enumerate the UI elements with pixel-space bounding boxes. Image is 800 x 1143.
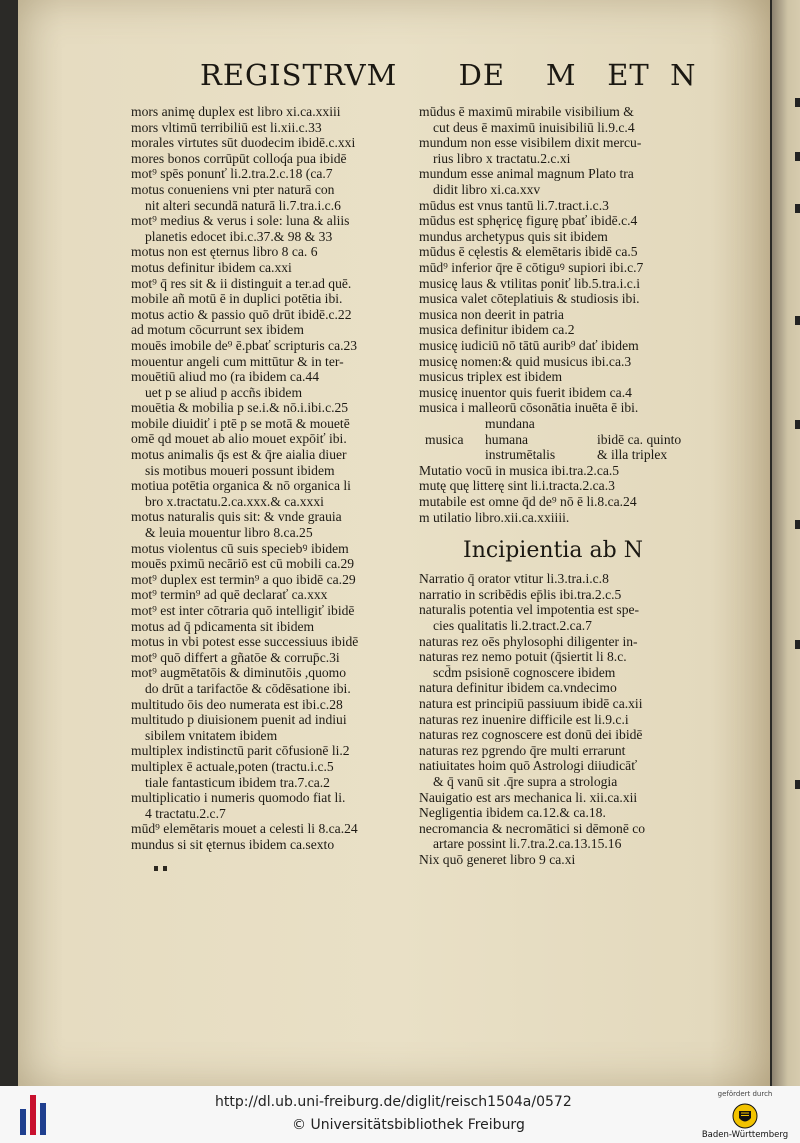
index-entry: mundum non esse visibilem dixit mercu- (419, 135, 642, 151)
index-entry: motiua potētia organica & nō organica li (131, 478, 351, 494)
index-entry: ad motum cōcurrunt sex ibidem (131, 322, 304, 338)
adjacent-page-edge (772, 0, 800, 1086)
index-entry: multiplex ē actuale,poten (tractu.i.c.5 (131, 758, 334, 774)
musica-humana: humana (485, 431, 529, 447)
index-entry: motus naturalis quis sit: & vnde grauia (131, 509, 342, 525)
index-entry: Nauigatio est ars mechanica li. xii.ca.xii (419, 789, 638, 805)
index-entry: natura definitur ibidem ca.vndecimo (419, 680, 617, 696)
musica-triplex: & illa triplex (597, 446, 668, 462)
index-entry: rius libro x tractatu.2.c.xi (433, 150, 571, 166)
index-entry: mot⁹ medius & verus i sole: luna & aliis (131, 213, 350, 229)
musica-reference: ibidē ca. quinto (597, 431, 682, 447)
index-entry: m utilatio libro.xii.ca.xxiiii. (419, 509, 570, 525)
index-entry: mūdus ē maximū mirabile visibilium & (419, 104, 634, 119)
index-entry: motus ad q̄ pdicamenta sit ibidem (131, 618, 315, 634)
index-column-right (419, 104, 719, 868)
index-entry: mundum esse animal magnum Plato tra (419, 166, 634, 182)
index-entry: musicę nomen:& quid musicus ibi.ca.3 (419, 353, 632, 369)
index-entry: Mutatio vocū in musica ibi.tra.2.ca.5 (419, 462, 620, 478)
index-entry: multiplex indistinctū parit cōfusionē li.2 (131, 743, 350, 759)
index-entry: motus animalis q̄s est & q̄re aialia diuer (131, 447, 347, 463)
running-head: REGISTRVM DE M ET N (200, 58, 697, 92)
musica-instrumentalis: instrumētalis (485, 446, 556, 462)
index-entry: sis motibus moueri possunt ibidem (145, 462, 335, 478)
index-entry: cies qualitatis li.2.tract.2.ca.7 (433, 618, 592, 634)
index-entries-m-part (419, 104, 719, 416)
index-entry: naturas rez oēs phylosophi diligenter in- (419, 633, 638, 649)
copyright-notice: © Universitätsbibliothek Freiburg (292, 1117, 525, 1133)
funder-name: Baden-Württemberg (701, 1130, 789, 1140)
musica-mundana: mundana (485, 415, 535, 431)
index-entry: motus non est ęternus libro 8 ca. 6 (131, 244, 318, 260)
index-entry: cut deus ē maximū inuisibiliū li.9.c.4 (433, 119, 635, 135)
funder-block (690, 1090, 800, 1143)
index-entry: naturas rez nemo potuit (q̄siertit li 8.c. (419, 649, 627, 665)
edge-mark (795, 640, 800, 649)
index-entry: mores bonos corrūpūt colloq́a pua ibidē (131, 150, 347, 166)
index-entry: naturas rez cognoscere est donū dei ibidē (419, 727, 643, 743)
index-entry: mutę quę litterę sint li.i.tracta.2.ca.3 (419, 478, 615, 494)
musica-label: musica (425, 431, 464, 447)
index-entry: mot⁹ est inter cōtraria quō intelligiť ibidē (131, 603, 355, 618)
index-entry: mūdus est vnus tantū li.7.tract.i.c.3 (419, 197, 609, 213)
index-entry: & leuia mouentur libro 8.ca.25 (145, 525, 313, 541)
index-entry: 4 tractatu.2.c.7 (145, 805, 226, 821)
index-entry: motus definitur ibidem ca.xxi (131, 259, 292, 275)
index-entry: mot⁹ duplex est termin⁹ a quo ibidē ca.29 (131, 571, 356, 587)
index-entry: morales virtutes sūt duodecim ibidē.c.xxi (131, 135, 356, 151)
index-entry: natiuitates hoim quō Astrologi diiudicāť (419, 758, 637, 774)
index-entry: motus in vbi potest esse successiuus ibidē (131, 634, 359, 650)
index-entry: naturas rez inuenire difficile est li.9.c.i (419, 711, 629, 727)
index-entry: mundus archetypus quis sit ibidem (419, 228, 608, 244)
index-entry: mobile añ motū ē in duplici potētia ibi. (131, 291, 343, 307)
ub-freiburg-logo-icon (20, 1095, 46, 1135)
index-column-left (131, 104, 421, 853)
index-entry: natura est principiū passiuum ibidē ca.xii (419, 696, 643, 711)
index-entry: mouētia & mobilia p se.i.& nō.i.ibi.c.25 (131, 400, 349, 416)
index-entry: & q̄ vanū sit .q̄re supra a strologia (433, 773, 618, 789)
index-entry: mot⁹ termin⁹ ad quē declarať ca.xxx (131, 587, 328, 603)
index-entry: mūdus est sphęricę figurę pbať ibidē.c.4 (419, 213, 638, 229)
index-entry: necromancia & necromātici si dēmonē co (419, 820, 646, 836)
edge-mark (795, 780, 800, 789)
index-entry: mobile diuidiť i ptē p se motā & mouetē (131, 415, 350, 431)
baden-wuerttemberg-emblem-icon (732, 1103, 758, 1129)
index-entry: naturas rez pgrendo q̄re multi errarunt (419, 742, 626, 758)
index-entry: mūd⁹ elemētaris mouet a celesti li 8.ca.24 (131, 821, 358, 837)
ink-speck (163, 866, 167, 871)
index-entry: sibilem vnitatem ibidem (145, 727, 278, 743)
index-entry: mouēs pximū necāriō est cū mobili ca.29 (131, 556, 355, 572)
index-entry: mūd⁹ inferior q̄re ē cōtiguꝰ supiori ibi.c.7 (419, 259, 644, 275)
index-entry: Narratio q̄ orator vtitur li.3.tra.i.c.8 (419, 571, 609, 587)
index-entry: motus conueniens vni pter naturā con (131, 181, 335, 197)
index-entry: do drūt a tarifactōe & cōdēsatione ibi. (145, 680, 351, 696)
index-entry: mot⁹ quō differt a gñatōe & corrup̄c.3i (131, 649, 340, 665)
index-entries-n (419, 571, 719, 867)
index-entry: musicus triplex est ibidem (419, 369, 563, 385)
index-entry: bro x.tractatu.2.ca.xxx.& ca.xxxi (145, 493, 324, 509)
index-entry: mutabile est omne q̄d de⁹ nō ē li.8.ca.24 (419, 494, 637, 510)
ink-speck (154, 866, 158, 871)
index-entry: planetis edocet ibi.c.37.& 98 & 33 (145, 228, 333, 244)
edge-mark (795, 152, 800, 161)
index-entries-m-end (419, 463, 719, 525)
index-entry: musicę inuentor quis fuerit ibidem ca.4 (419, 384, 632, 400)
index-entry: nit alteri secundā naturā li.7.tra.i.c.6 (145, 197, 341, 213)
index-entry: Nix quō generet libro 9 ca.xi (419, 851, 576, 867)
index-entry: mors animę duplex est libro xi.ca.xxiii (131, 104, 341, 119)
index-entry: naturalis potentia vel impotentia est spe- (419, 602, 640, 618)
edge-mark (795, 420, 800, 429)
viewer-footer (0, 1086, 800, 1143)
index-entry: motus violentus cū suis speciebꝰ ibidem (131, 540, 349, 556)
section-heading-n: Incipientia ab N (463, 538, 643, 564)
index-entry: mundus si sit ęternus ibidem ca.sexto (131, 836, 335, 852)
index-entry: mūdus ē cęlestis & elemētaris ibidē ca.5 (419, 244, 638, 260)
index-entry: mouentur angeli cum mittūtur & in ter- (131, 353, 344, 369)
index-entry: musica non deerit in patria (419, 306, 564, 322)
index-entry: musica valet cōteplatiuis & studiosis ibi. (419, 291, 640, 307)
edge-mark (795, 316, 800, 325)
edge-mark (795, 520, 800, 529)
index-entry: didit libro xi.ca.xxv (433, 181, 541, 197)
index-entry: motus actio & passio quō drūt ibidē.c.22 (131, 306, 352, 322)
index-entry: mot⁹ augmētatōis & diminutōis ,quomo (131, 665, 347, 681)
index-entry: multitudo ōis deo numerata est ibi.c.28 (131, 696, 343, 712)
permalink-url[interactable]: http://dl.ub.uni-freiburg.de/diglit/reisch1504a/0572 (215, 1094, 572, 1110)
index-entry: mors vltimū terribiliū est li.xii.c.33 (131, 119, 322, 135)
funded-by-label: gefördert durch (717, 1090, 773, 1098)
index-entry: tiale fantasticum ibidem tra.7.ca.2 (145, 774, 330, 790)
index-entry: musicę laus & vtilitas poniť lib.5.tra.i.c.i (419, 275, 641, 291)
index-entry: narratio in scribēdis ep̄lis ibi.tra.2.c.5 (419, 586, 622, 602)
index-entry: mot⁹ spēs ponunť li.2.tra.2.c.18 (ca.7 (131, 166, 333, 182)
index-entry: omē qd mouet ab alio mouet expōiť ibi. (131, 431, 347, 447)
index-entry: Negligentia ibidem ca.12.& ca.18. (419, 805, 606, 821)
index-entry: scd̄m psisionē cognoscere ibidem (433, 664, 616, 680)
musica-division-brace (419, 416, 719, 463)
index-entry: mouēs imobile de⁹ ē.pbať scripturis ca.23 (131, 337, 358, 353)
index-entry: mouētiū aliud mo (ra ibidem ca.44 (131, 369, 319, 385)
edge-mark (795, 98, 800, 107)
edge-mark (795, 204, 800, 213)
index-entry: multitudo p diuisionem puenit ad indiui (131, 712, 347, 728)
index-entry: musica i malleorū cōsonātia inuēta ē ibi. (419, 400, 639, 416)
index-entry: musica definitur ibidem ca.2 (419, 322, 575, 338)
index-entry: musicę iudiciū nō tātū aurib⁹ dať ibidem (419, 337, 639, 353)
index-entry: artare possint li.7.tra.2.ca.13.15.16 (433, 836, 622, 852)
index-entry: uet p se aliud p accñs ibidem (145, 384, 303, 400)
index-entry: multiplicatio i numeris quomodo fiat li. (131, 790, 346, 806)
index-entry: mot⁹ q̄ res sit & ii distinguit a ter.ad quē. (131, 275, 352, 291)
